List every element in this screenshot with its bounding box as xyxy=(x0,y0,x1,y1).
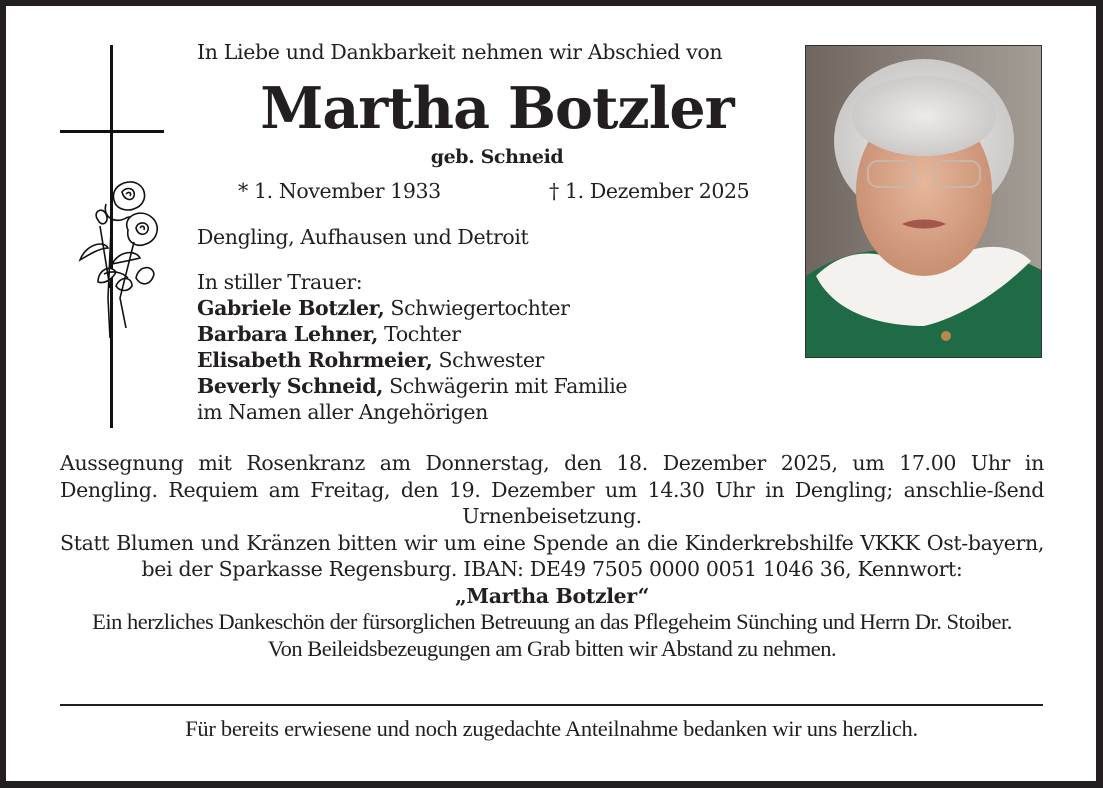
portrait-photo xyxy=(805,45,1042,358)
mourners-heading: In stiller Trauer: xyxy=(197,270,363,294)
divider xyxy=(60,704,1043,706)
mourner-relation: Schwiegertochter xyxy=(384,296,570,320)
birth-date: * 1. November 1933 xyxy=(238,179,441,203)
portrait-image xyxy=(806,46,1042,358)
condolence-request: Von Beileidsbezeugungen am Grab bitten wir Abstand zu nehmen. xyxy=(267,635,837,661)
mourner-relation: Tochter xyxy=(378,322,461,346)
mourner-item xyxy=(197,295,627,321)
mourner-name: Barbara Lehner, xyxy=(197,322,379,346)
places: Dengling, Aufhausen und Detroit xyxy=(197,225,529,249)
service-info: Aussegnung mit Rosenkranz am Donnerstag, den 18. Dezember 2025, um 17.00 Uhr in Dengling. Requiem am Freitag, den 19. Dezember um 14.30 Uhr in Dengling; anschlie-ßend Urnenbeisetzung. xyxy=(60,451,1044,528)
mourner-item xyxy=(197,347,627,373)
mourner-relation: Schwester xyxy=(432,348,544,372)
keyword-text: „Martha Botzler“ xyxy=(454,583,650,608)
body-text xyxy=(60,450,1044,662)
intro-line: In Liebe und Dankbarkeit nehmen wir Abschied von xyxy=(197,40,723,64)
mourner-name: Elisabeth Rohrmeier, xyxy=(197,348,433,372)
birth-name: geb. Schneid xyxy=(430,146,564,168)
gratitude-note: Ein herzliches Dankeschön der fürsorglichen Betreuung an das Pflegeheim Sünching und Herrn Dr. Stoiber. xyxy=(92,609,1012,634)
donation-info: Statt Blumen und Kränzen bitten wir um eine Spende an die Kinderkrebshilfe VKKK Ost-bayern, bei der Sparkasse Regensburg. IBAN: DE49 7505 0000 0051 1046 36, Kennwort: xyxy=(60,530,1044,581)
mourner-relation: Schwägerin mit Familie xyxy=(382,374,628,398)
cross-bar xyxy=(60,130,164,133)
roses-icon xyxy=(76,178,166,348)
donation-keyword xyxy=(60,583,1044,610)
mourner-item xyxy=(197,373,627,399)
death-date: † 1. Dezember 2025 xyxy=(549,179,750,203)
mourners-list xyxy=(197,269,627,425)
mourners-footer: im Namen aller Angehörigen xyxy=(197,400,488,424)
mourner-item xyxy=(197,321,627,347)
mourner-name: Beverly Schneid, xyxy=(197,374,383,398)
mourner-name: Gabriele Botzler, xyxy=(197,296,385,320)
deceased-name: Martha Botzler xyxy=(260,75,734,142)
thanks-line: Für bereits erwiesene und noch zugedachte Anteilnahme bedanken wir uns herzlich. xyxy=(185,716,918,741)
